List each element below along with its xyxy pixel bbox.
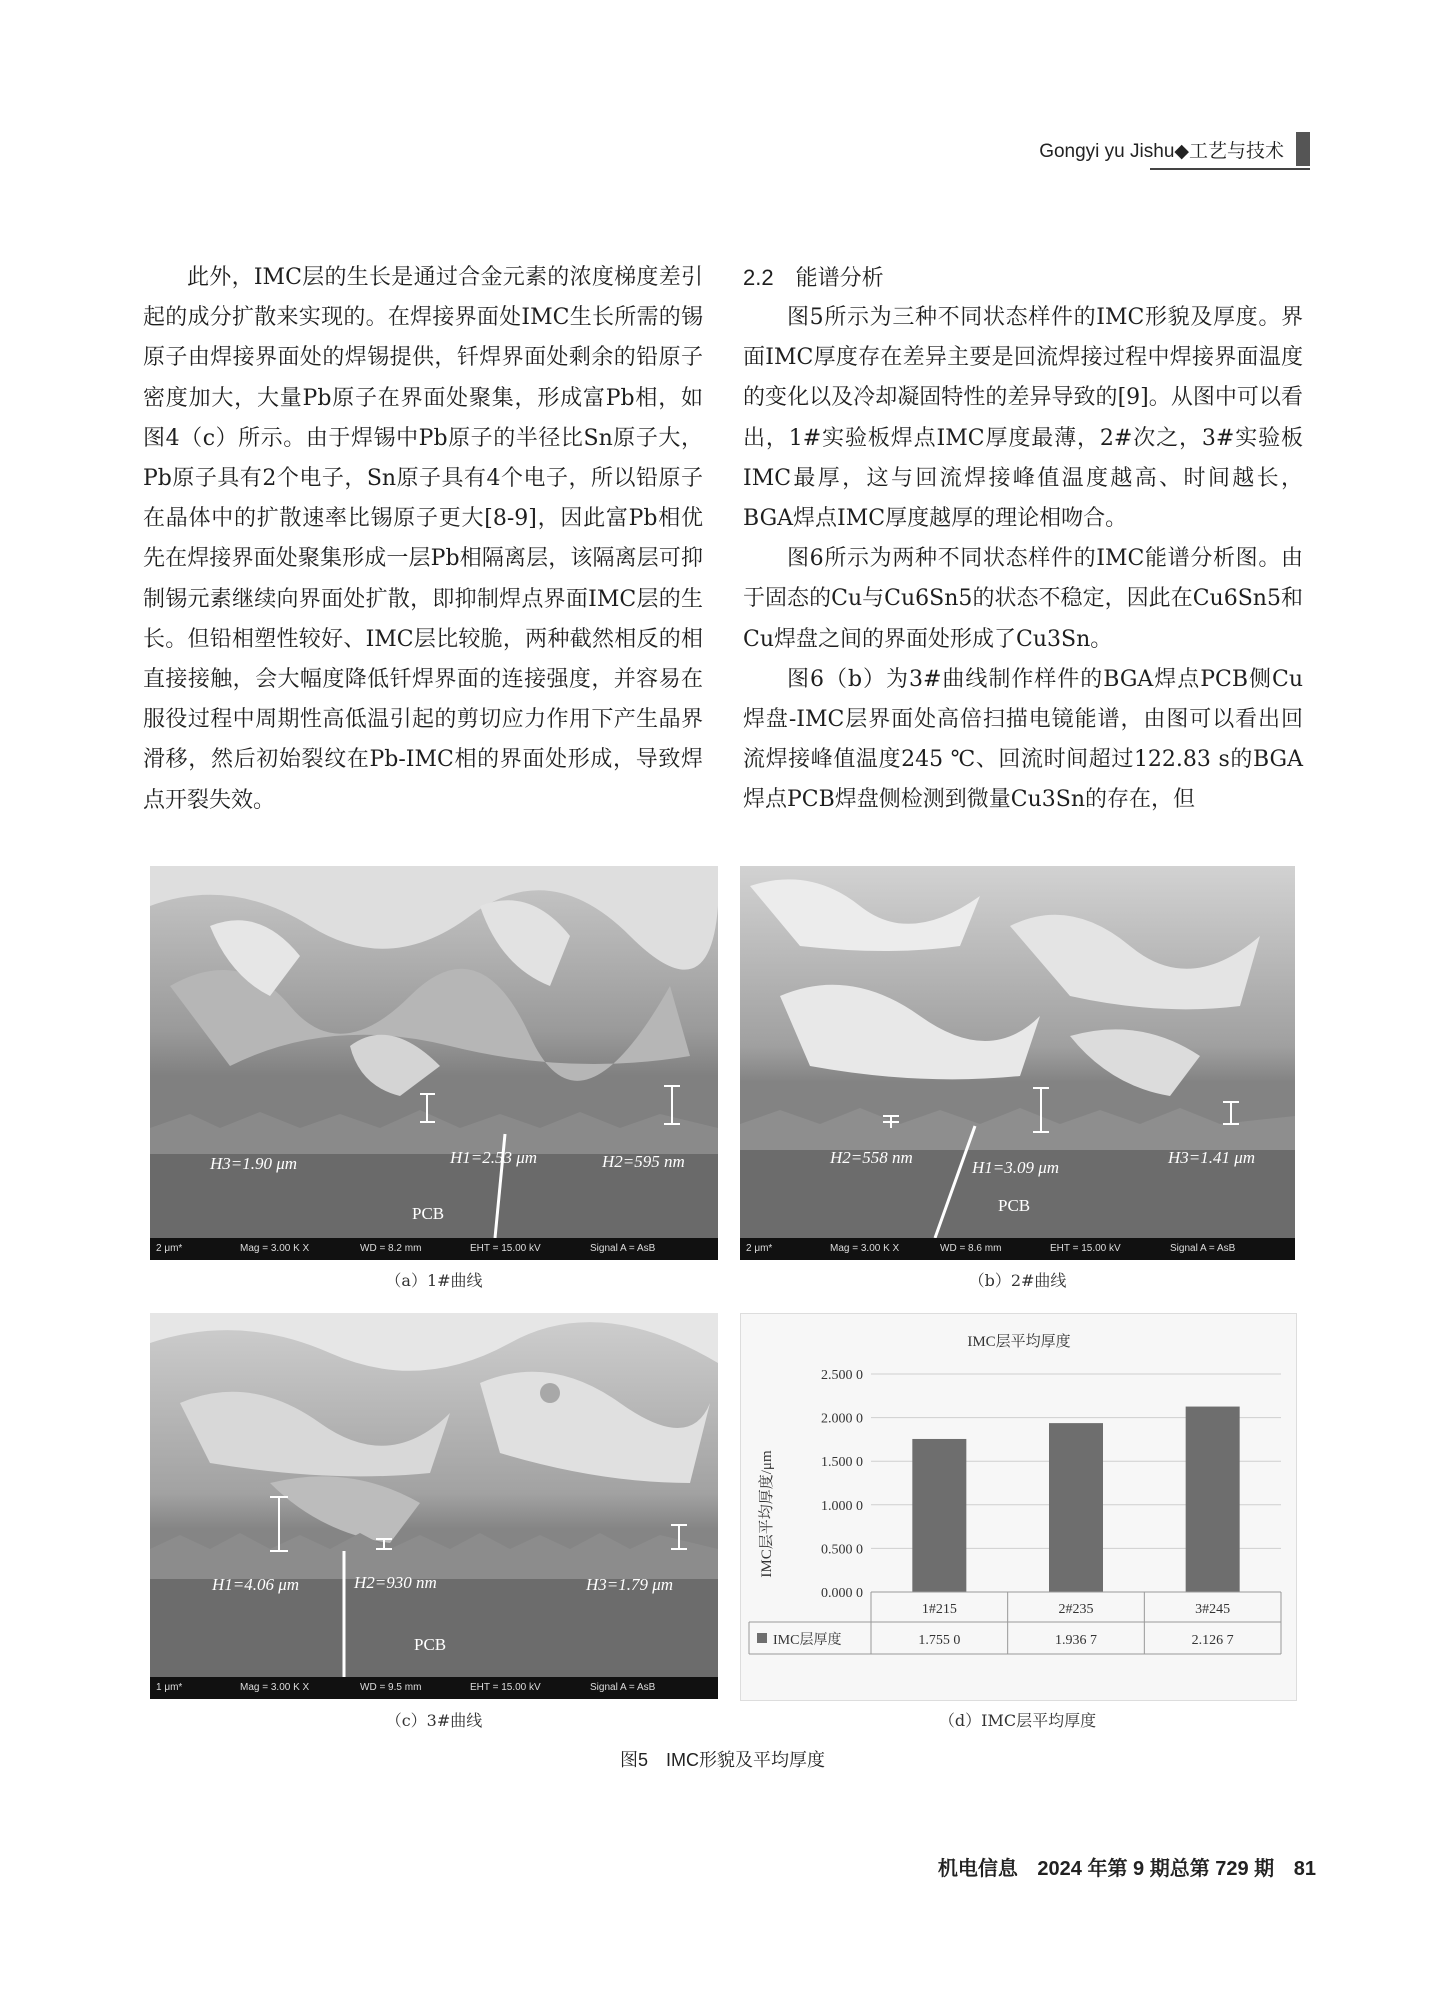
sem-a-label-h1: H1=2.53 μm xyxy=(450,1148,538,1167)
magnification: Mag = 3.00 K X xyxy=(240,1682,310,1693)
header-rule xyxy=(1150,168,1310,170)
sem-b-label-h2: H2=558 nm xyxy=(830,1148,913,1167)
sem-a-label-h2: H2=595 nm xyxy=(602,1152,685,1171)
right-paragraph-1: 图5所示为三种不同状态样件的IMC形貌及厚度。界面IMC厚度存在差异主要是回流焊接过程中焊接界面温度的变化以及冷却凝固特性的差异导致的[9]。从图中可以看出，1#实验板焊点IMC厚度最薄，2#次之，3#实验板IMC最厚，这与回流焊接峰值温度越高、时间越长，BGA焊点IMC厚度越厚的理论相吻合。 xyxy=(743,305,1303,532)
y-tick-label: 2.500 0 xyxy=(821,1368,863,1383)
category-label: 1#215 xyxy=(921,1602,957,1617)
sem-c-label-h1: H1=4.06 μm xyxy=(212,1575,300,1594)
chart-bars xyxy=(912,1407,1239,1592)
value-label: 1.755 0 xyxy=(918,1633,961,1648)
header-marker-bar xyxy=(1296,132,1310,166)
chart-data-table xyxy=(749,1592,1281,1654)
sem-a-label-h3: H3=1.90 μm xyxy=(210,1154,298,1173)
section-title: 2.2 能谱分析 xyxy=(743,265,884,290)
page-number: 81 xyxy=(1293,1858,1316,1880)
working-distance: WD = 8.6 mm xyxy=(940,1243,1002,1254)
imc-thickness-chart xyxy=(740,1313,1297,1701)
working-distance: WD = 8.2 mm xyxy=(360,1243,422,1254)
right-paragraph-2: 图6所示为两种不同状态样件的IMC能谱分析图。由于固态的Cu与Cu6Sn5的状态不稳定，因此在Cu6Sn5和Cu焊盘之间的界面处形成了Cu3Sn。 xyxy=(743,546,1303,652)
working-distance: WD = 9.5 mm xyxy=(360,1682,422,1693)
sem-image-b xyxy=(740,866,1295,1260)
caption-c: （c）3#曲线 xyxy=(385,1711,483,1730)
caption-b: （b）2#曲线 xyxy=(968,1271,1067,1290)
category-label: 2#235 xyxy=(1058,1602,1094,1617)
y-tick-label: 0.500 0 xyxy=(821,1542,863,1558)
chart-ylabel: IMC层平均厚度/μm xyxy=(759,1450,775,1578)
legend-series-name: IMC层厚度 xyxy=(773,1633,842,1648)
caption-a: （a）1#曲线 xyxy=(385,1271,483,1290)
right-column xyxy=(743,258,1303,821)
caption-d: （d）IMC层平均厚度 xyxy=(938,1711,1097,1730)
eht: EHT = 15.00 kV xyxy=(1050,1243,1121,1254)
page-footer xyxy=(924,1852,1316,1881)
y-tick-label: 0.000 0 xyxy=(821,1586,863,1601)
value-label: 1.936 7 xyxy=(1055,1633,1097,1648)
running-title: Gongyi yu Jishu◆工艺与技术 xyxy=(1039,141,1284,162)
sem-b-pcb-label: PCB xyxy=(998,1196,1031,1215)
sem-a-infobar xyxy=(150,1238,718,1260)
y-tick-label: 1.000 0 xyxy=(821,1498,863,1514)
sem-a-pcb-label: PCB xyxy=(412,1204,445,1223)
magnification: Mag = 3.00 K X xyxy=(830,1243,900,1254)
magnification: Mag = 3.00 K X xyxy=(240,1243,310,1254)
issue-info: 2024 年第 9 期总第 729 期 xyxy=(1037,1858,1275,1880)
sem-b-label-h1: H1=3.09 μm xyxy=(972,1158,1060,1177)
sem-c-infobar xyxy=(150,1677,718,1699)
scale-bar: 2 μm* xyxy=(746,1243,773,1254)
sem-b-infobar xyxy=(740,1238,1295,1260)
figure-title: 图5 IMC形貌及平均厚度 xyxy=(619,1750,825,1770)
sem-b-label-h3: H3=1.41 μm xyxy=(1168,1148,1256,1167)
sem-c-label-h2: H2=930 nm xyxy=(354,1573,437,1592)
right-paragraph-3: 图6（b）为3#曲线制作样件的BGA焊点PCB侧Cu焊盘-IMC层界面处高倍扫描电镜能谱，由图可以看出回流焊接峰值温度245 ℃、回流时间超过122.83 s的BGA焊点PCB焊盘侧检测到微量Cu3Sn的存在，但 xyxy=(743,666,1303,813)
bar-2#235 xyxy=(1049,1423,1103,1592)
sem-c-label-h3: H3=1.79 μm xyxy=(586,1575,674,1594)
chart-svg xyxy=(741,1314,1296,1700)
left-column xyxy=(143,258,703,821)
scale-bar: 2 μm* xyxy=(156,1243,183,1254)
journal-name: 机电信息 xyxy=(937,1858,1018,1880)
legend-swatch xyxy=(757,1633,767,1643)
bar-3#245 xyxy=(1186,1407,1240,1592)
category-label: 3#245 xyxy=(1195,1602,1231,1617)
sem-texture-a xyxy=(150,866,718,1260)
signal: Signal A = AsB xyxy=(590,1243,656,1254)
eht: EHT = 15.00 kV xyxy=(470,1682,541,1693)
eht: EHT = 15.00 kV xyxy=(470,1243,541,1254)
signal: Signal A = AsB xyxy=(590,1682,656,1693)
bar-1#215 xyxy=(912,1439,966,1592)
signal: Signal A = AsB xyxy=(1170,1243,1236,1254)
value-label: 2.126 7 xyxy=(1191,1633,1234,1648)
running-header xyxy=(990,128,1310,166)
y-tick-label: 2.000 0 xyxy=(821,1411,863,1427)
sem-image-c xyxy=(150,1313,718,1699)
y-tick-label: 1.500 0 xyxy=(821,1455,863,1471)
scale-bar: 1 μm* xyxy=(156,1682,183,1693)
chart-y-ticks xyxy=(821,1368,863,1601)
sem-image-a xyxy=(150,866,718,1260)
sem-c-pcb-label: PCB xyxy=(414,1635,447,1654)
left-paragraph: 此外，IMC层的生长是通过合金元素的浓度梯度差引起的成分扩散来实现的。在焊接界面处IMC生长所需的锡原子由焊接界面处的焊锡提供，钎焊界面处剩余的铅原子密度加大，大量Pb原子在界面处聚集，形成富Pb相，如图4（c）所示。由于焊锡中Pb原子的半径比Sn原子大，Pb原子具有2个电子，Sn原子具有4个电子，所以铅原子在晶体中的扩散速率比锡原子更大[8-9]，因此富Pb相优先在焊接界面处聚集形成一层Pb相隔离层，该隔离层可抑制锡元素继续向界面处扩散，即抑制焊点界面IMC层的生长。但铅相塑性较好、IMC层比较脆，两种截然相反的相直接接触，会大幅度降低钎焊界面的连接强度，并容易在服役过程中周期性高低温引起的剪切应力作用下产生晶界滑移，然后初始裂纹在Pb-IMC相的界面处形成，导致焊点开裂失效。 xyxy=(143,265,703,813)
chart-title: IMC层平均厚度 xyxy=(967,1334,1071,1350)
